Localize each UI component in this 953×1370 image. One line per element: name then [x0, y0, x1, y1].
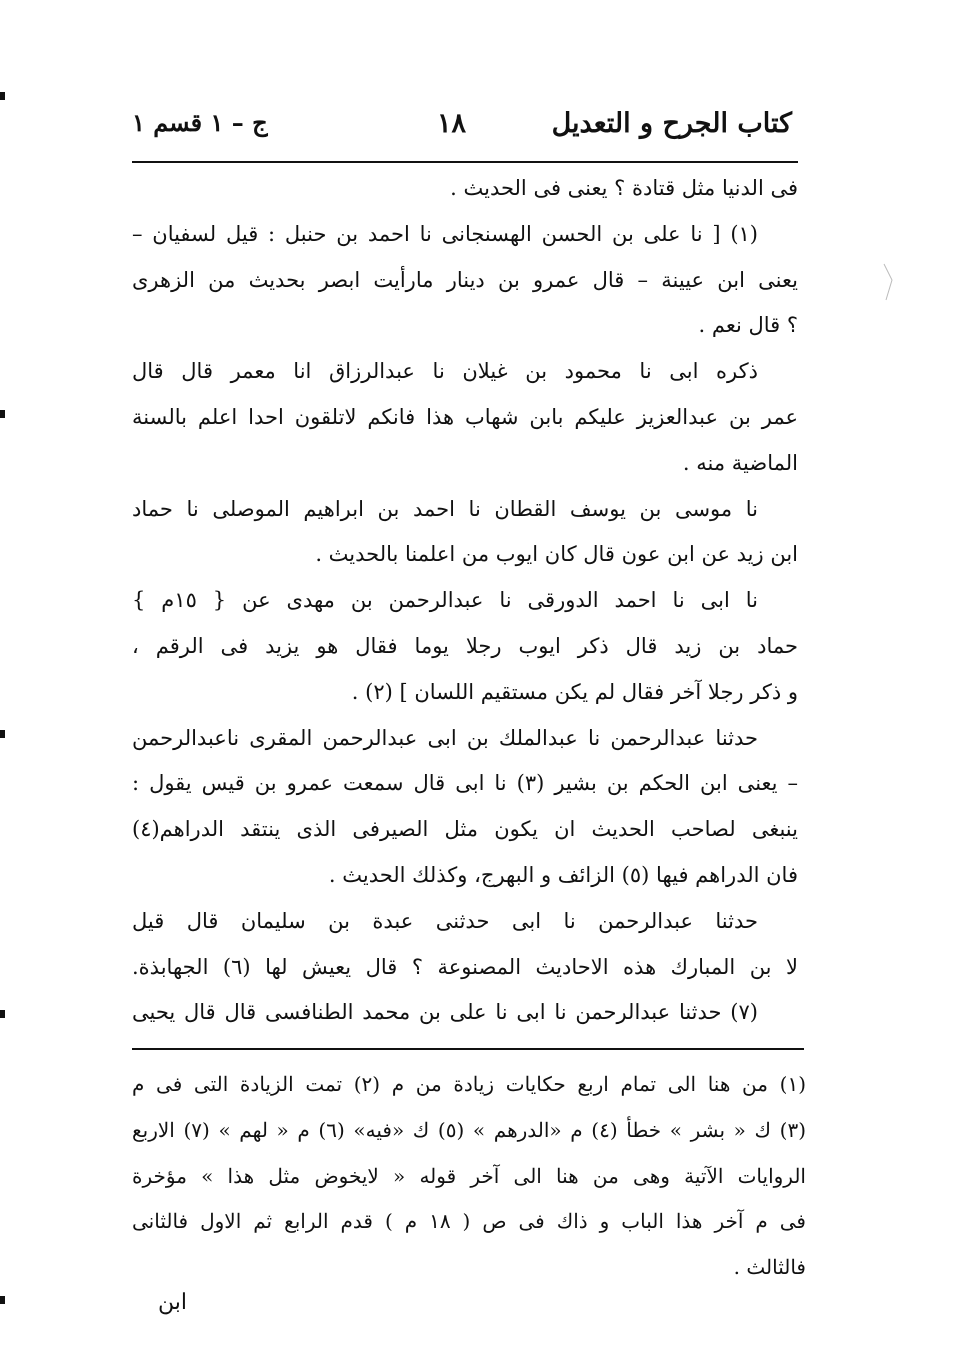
text-line: يعنى ابن عيينة – قال عمرو بن دينار مارأيت ابصر بحديث من الزهرى	[132, 267, 798, 292]
text-line: نا موسى بن يوسف القطان نا احمد بن ابراهيم الموصلى نا حماد	[132, 496, 758, 521]
book-title: كتاب الجرح و التعديل	[551, 108, 792, 139]
catchword: ابن	[158, 1290, 187, 1315]
text-line: ابن زيد عن ابن عون قال كان ايوب من اعلمنا بالحديث .	[315, 542, 798, 567]
text-line: فى الدنيا مثل قتادة ؟ يعنى فى الحديث .	[450, 176, 798, 200]
text-line: عمر بن عبدالعزيز عليكم بابن شهاب هذا فانكم لاتلقون احدا اعلم بالسنة	[132, 404, 798, 429]
running-header	[132, 108, 792, 152]
text-line: و ذكر رجلا آخر فقال لم يكن مستقيم اللسان ] (٢) .	[351, 679, 798, 704]
text-line: ينبغى لصاحب الحديث ان يكون مثل الصيرفى الذى ينتقد الدراهم(٤)	[132, 817, 798, 842]
margin-mark	[0, 1296, 5, 1304]
page-number: ١٨	[437, 108, 467, 139]
footnote-rule	[132, 1048, 804, 1050]
header-rule	[132, 161, 798, 163]
margin-mark	[0, 92, 5, 100]
volume-part-label: ج – ١ قسم ١	[132, 108, 268, 137]
text-line: (٧) حدثنا عبدالرحمن نا ابى نا على بن محمد الطنافسى قال قال يحيى	[132, 1000, 758, 1025]
footnote-line: الروايات الآتية وهى من هنا الى آخر قوله « لايخوض مثل هذا » مؤخرة	[132, 1163, 806, 1188]
text-line: حدثنا عبدالرحمن نا ابى حدثنى عبدة بن سليمان قال قيل	[132, 908, 758, 933]
text-line: الماضية منه .	[682, 450, 798, 475]
footnote-line: (١) من هنا الى تمام اربع حكايات زيادة من م (٢) تمت الزيادة التى فى م	[132, 1072, 806, 1096]
footnote-line: فى م آخر هذا الباب و ذاك فى ص ( ١٨ م ) قدم الرابع ثم الاول فالثانى	[132, 1209, 806, 1234]
text-line: فان الدراهم فيها (٥) الزائف و البهرج، وكذلك الحديث .	[328, 862, 798, 887]
text-line: – يعنى ابن الحكم بن بشير (٣) نا ابى قال سمعت عمرو بن قيس يقول :	[132, 771, 798, 796]
footnotes	[132, 1062, 806, 1291]
margin-mark	[0, 1010, 5, 1018]
text-line: حماد بن زيد قال ذكر ايوب رجلا يوما فقال هو يزيد فى الرقم ،	[132, 633, 798, 658]
margin-mark	[0, 410, 5, 418]
scan-speck	[880, 262, 900, 304]
margin-mark	[0, 730, 5, 738]
text-line: ذكره ابى نا محمود بن غيلان نا عبدالرزاق انا معمر قال قال	[132, 359, 758, 384]
text-line: (١) [ نا على بن الحسن الهسنجانى نا احمد بن حنبل : قيل لسفيان –	[132, 221, 758, 246]
main-text	[132, 166, 798, 1036]
footnote-line: (٣) ك « بشر » خطأ (٤) م «الدرهم » (٥) ك «فيه» (٦) م « لهم » (٧) الاربع	[132, 1117, 806, 1142]
text-line: لا بن المبارك هذه الاحاديث المصنوعة ؟ قال يعيش لها (٦) الجهابذة.	[132, 954, 798, 979]
footnote-line: فالثالث .	[733, 1255, 806, 1280]
text-line: حدثنا عبدالرحمن نا عبدالملك بن ابى عبدالرحمن المقرى ناعبدالرحمن	[132, 725, 758, 750]
text-line: نا ابى نا احمد الدورقى نا عبدالرحمن بن مهدى عن { ١٥م }	[132, 588, 758, 613]
text-line: ؟ قال نعم .	[698, 313, 798, 338]
